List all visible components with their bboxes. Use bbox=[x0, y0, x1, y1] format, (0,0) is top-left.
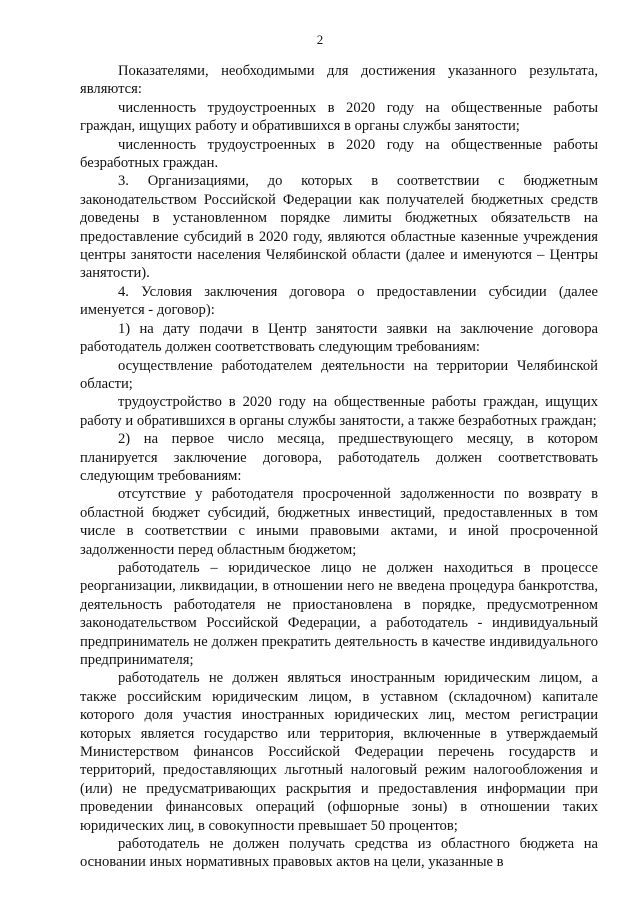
paragraph: 4. Условия заключения договора о предоставлении субсидии (далее именуется - договор): bbox=[80, 283, 598, 319]
page-number: 2 bbox=[316, 32, 324, 47]
paragraph: Показателями, необходимыми для достижения указанного результата, являются: bbox=[80, 63, 598, 98]
paragraph: работодатель не должен получать средства из областного бюджета на основании иных нормативных правовых актов на цели, указанные в bbox=[80, 836, 598, 871]
paragraph: 1) на дату подачи в Центр занятости заявки на заключение договора работодатель должен соответствовать следующим требованиям: bbox=[80, 320, 598, 356]
document-body bbox=[80, 62, 598, 872]
paragraph: трудоустройство в 2020 году на общественные работы граждан, ищущих работу и обратившихся в органы службы занятости, а также безработных граждан; bbox=[80, 394, 598, 429]
paragraph: работодатель не должен являться иностранным юридическим лицом, а также российским юридическим лицом, в уставном (складочном) капитале которого доля участия иностранных юридических лиц, местом регистрации которых является государство или территория, включенные в утверждаемый Министерством финансов Российской Федерации перечень государств и территорий, предоставляющих льготный налоговый режим налогообложения и (или) не предусматривающих раскрытия и предоставления информации при проведении финансовых операций (офшорные зоны) в отношении таких юридических лиц, в совокупности превышает 50 процентов; bbox=[80, 670, 598, 834]
paragraph: осуществление работодателем деятельности на территории Челябинской области; bbox=[80, 357, 598, 392]
paragraph: 3. Организациями, до которых в соответствии с бюджетным законодательством Российской Федерации как получателей бюджетных средств доведены в установленном порядке лимиты бюджетных обязательств на предоставление субсидий в 2020 году, являются областные казенные учреждения центры занятости населения Челябинской области (далее и именуются – Центры занятости). bbox=[80, 173, 598, 282]
paragraph: 2) на первое число месяца, предшествующего месяцу, в котором планируется заключение договора, работодатель должен соответствовать следующим требованиям: bbox=[80, 431, 598, 484]
paragraph: численность трудоустроенных в 2020 году на общественные работы безработных граждан. bbox=[80, 136, 598, 172]
paragraph: отсутствие у работодателя просроченной задолженности по возврату в областной бюджет субсидий, бюджетных инвестиций, предоставленных в том числе в соответствии с иными правовыми актами, и иной просроченной задолженности перед областным бюджетом; bbox=[80, 486, 598, 558]
paragraph: численность трудоустроенных в 2020 году на общественные работы граждан, ищущих работу и обратившихся в органы службы занятости; bbox=[80, 99, 598, 135]
paragraph: работодатель – юридическое лицо не должен находиться в процессе реорганизации, ликвидации, в отношении него не введена процедура банкротства, деятельность работодателя не приостановлена в порядке, предусмотренном законодательством Российской Федерации, а работодатель - индивидуальный предприниматель не должен прекратить деятельность в качестве индивидуального предпринимателя; bbox=[80, 559, 598, 668]
